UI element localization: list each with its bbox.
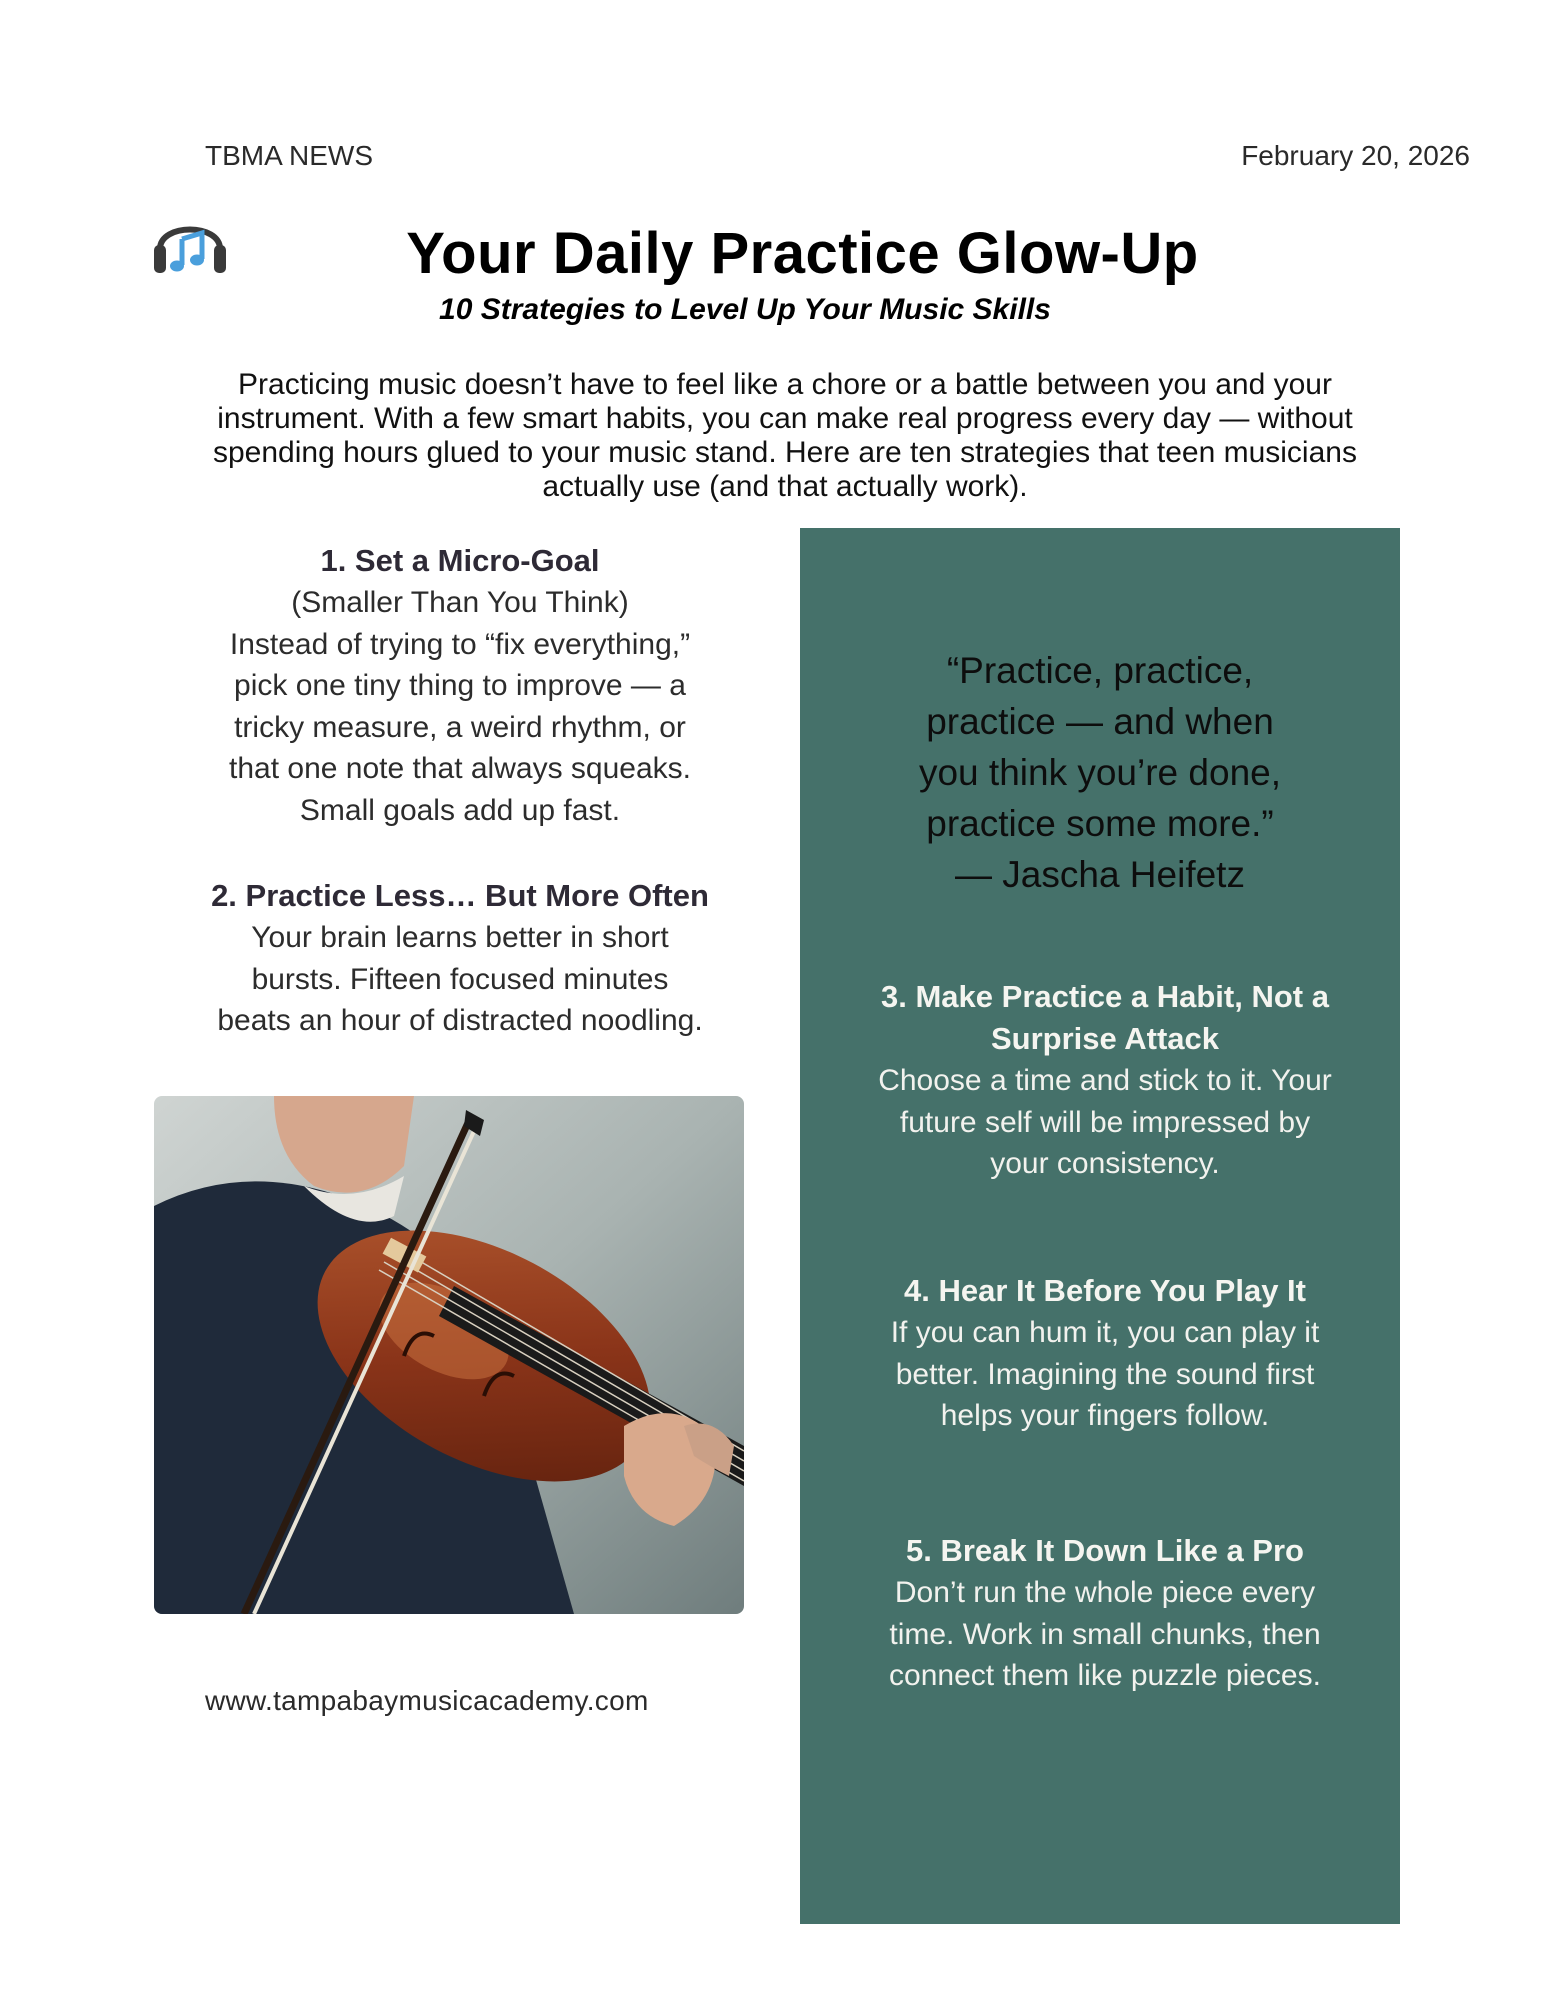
- body-line: time. Work in small chunks, then: [889, 1617, 1321, 1651]
- strategy-3-title: [820, 976, 1390, 1060]
- quote-line: you think you’re done,: [918, 752, 1281, 793]
- body-line: Don’t run the whole piece every: [894, 1576, 1316, 1609]
- quote-line: practice — and when: [926, 701, 1274, 742]
- body-line: Small goals add up fast.: [299, 793, 621, 827]
- website-link[interactable]: www.tampabaymusicacademy.com: [205, 1685, 649, 1716]
- newsletter-name: TBMA NEWS: [205, 140, 374, 171]
- strategy-5-body: [820, 1572, 1390, 1697]
- strategy-2-body: [160, 917, 760, 1042]
- body-line: tricky measure, a weird rhythm, or: [234, 710, 686, 744]
- strategy-1-title: 1. Set a Micro-Goal: [320, 543, 600, 578]
- body-line: helps your fingers follow.: [940, 1399, 1270, 1432]
- issue-date: February 20, 2026: [1241, 140, 1470, 171]
- body-line: that one note that always squeaks.: [229, 752, 691, 785]
- quote-attribution: — Jascha Heifetz: [955, 854, 1245, 895]
- body-line: Instead of trying to “fix everything,”: [229, 627, 691, 661]
- body-line: (Smaller Than You Think): [291, 586, 629, 619]
- body-line: your consistency.: [990, 1147, 1220, 1180]
- strategy-5: [820, 1530, 1390, 1697]
- violin-photo: [154, 1096, 744, 1614]
- pull-quote: [800, 645, 1400, 900]
- quote-line: practice some more.”: [926, 803, 1274, 844]
- body-line: connect them like puzzle pieces.: [889, 1659, 1321, 1692]
- strategy-1: [160, 540, 760, 831]
- body-line: pick one tiny thing to improve — a: [234, 669, 686, 702]
- strategy-4: [820, 1270, 1390, 1437]
- strategy-4-body: [820, 1312, 1390, 1437]
- body-line: better. Imagining the sound first: [895, 1357, 1315, 1391]
- strategy-3-body: [820, 1060, 1390, 1185]
- body-line: beats an hour of distracted noodling.: [217, 1004, 703, 1037]
- quote-line: “Practice, practice,: [946, 650, 1254, 691]
- strategy-3: [820, 976, 1390, 1185]
- page-title: Your Daily Practice Glow-Up: [406, 221, 1199, 286]
- intro-line: Practicing music doesn’t have to feel like a chore or a battle between you and your: [238, 368, 1332, 401]
- strategy-4-title: 4. Hear It Before You Play It: [904, 1273, 1306, 1308]
- body-line: Choose a time and stick to it. Your: [878, 1064, 1332, 1097]
- strategy-5-title: 5. Break It Down Like a Pro: [906, 1533, 1304, 1568]
- page-subtitle: 10 Strategies to Level Up Your Music Skills: [439, 293, 1051, 326]
- body-line: Your brain learns better in short: [251, 921, 669, 954]
- strategy-2-title: 2. Practice Less… But More Often: [211, 878, 709, 913]
- intro-line: actually use (and that actually work).: [542, 470, 1028, 503]
- title-line: Surprise Attack: [991, 1021, 1219, 1056]
- strategy-1-body: [160, 582, 760, 831]
- intro-paragraph: [195, 368, 1375, 504]
- body-line: future self will be impressed by: [899, 1105, 1311, 1139]
- body-line: bursts. Fifteen focused minutes: [251, 962, 669, 996]
- intro-line: spending hours glued to your music stand. Here are ten strategies that teen musicians: [213, 436, 1357, 469]
- title-line: 3. Make Practice a Habit, Not a: [881, 979, 1329, 1014]
- strategy-2: [160, 875, 760, 1042]
- body-line: If you can hum it, you can play it: [890, 1316, 1320, 1349]
- intro-line: instrument. With a few smart habits, you can make real progress every day — without: [217, 402, 1353, 435]
